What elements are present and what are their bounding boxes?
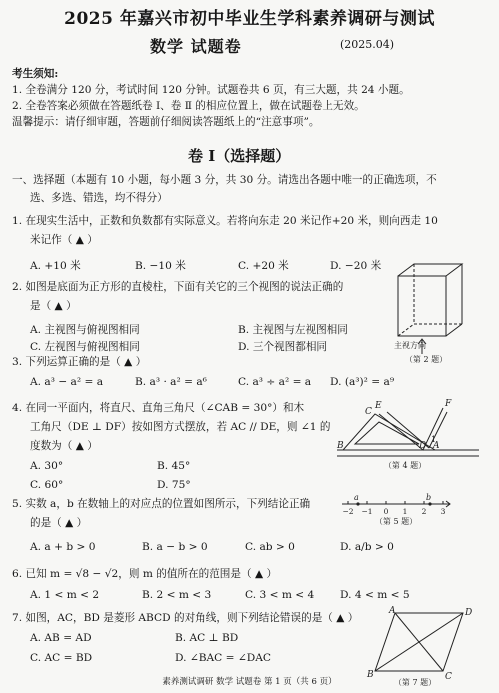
prism-top-face <box>398 264 462 276</box>
vertex-b: B <box>367 670 374 680</box>
q1-option-c: C. +20 米 <box>238 260 289 272</box>
q6-option-a: A. 1 < m < 2 <box>30 589 100 601</box>
q4-option-a: A. 30° <box>30 460 64 472</box>
label-f: F <box>445 399 452 409</box>
exam-date: (2025.04) <box>340 38 395 51</box>
q3-option-b: B. a³ · a² = a⁶ <box>135 376 207 388</box>
view-direction-label: 主视方向 <box>394 341 426 350</box>
label-b: B <box>337 441 344 451</box>
q5-option-d: D. a/b > 0 <box>340 541 394 553</box>
vertex-a: A <box>389 606 396 616</box>
label-angle-1: 1 <box>431 435 437 444</box>
q2-option-b: B. 主视图与左视图相同 <box>238 324 348 336</box>
q3-option-d: D. (a³)² = a⁹ <box>330 376 395 388</box>
q4-line-3: 度数为（ ▲ ） <box>30 440 98 452</box>
q5-option-a: A. a + b > 0 <box>30 541 96 553</box>
number-line-tick-label: −1 <box>361 507 373 516</box>
figure-q2-prism <box>388 256 478 366</box>
q7-line-1: 7. 如图，AC，BD 是菱形 ABCD 的对角线，则下列结论错误的是（ ▲ ） <box>12 612 359 624</box>
q4-line-2: 工角尺（DE ⊥ DF）按如图方式摆放，若 AC // DE，则 ∠1 的 <box>30 421 331 433</box>
notice-line-2: 2. 全卷答案必须做在答题纸卷 Ⅰ、卷 Ⅱ 的相应位置上，做在试题卷上无效。 <box>12 100 365 112</box>
figure-q4-caption: （第 4 题） <box>383 461 427 470</box>
q1-option-a: A. +10 米 <box>30 260 81 272</box>
section-intro-2: 选、多选、错选，均不得分） <box>30 192 168 204</box>
point-a-label: a <box>354 493 359 502</box>
figure-q5-number-line <box>340 490 465 525</box>
number-line-tick-label: 1 <box>402 507 408 516</box>
q2-line-2: 是（ ▲ ） <box>30 300 77 312</box>
label-d: D <box>419 441 427 451</box>
q1-option-b: B. −10 米 <box>135 260 186 272</box>
q2-option-d: D. 三个视图都相同 <box>238 341 328 353</box>
prism-hidden-edge-d <box>398 324 414 336</box>
q6-option-b: B. 2 < m < 3 <box>142 589 212 601</box>
q3-option-c: C. a³ ÷ a² = a <box>238 376 312 388</box>
figure-q5-caption: （第 5 题） <box>374 517 418 526</box>
number-line-tick-label: 2 <box>421 507 427 516</box>
figure-q4-rulers <box>335 392 485 472</box>
figure-q7-caption: （第 7 题） <box>393 678 437 687</box>
number-line-tick-label: −2 <box>342 507 354 516</box>
number-line-point <box>428 502 431 505</box>
q1-line-2: 米记作（ ▲ ） <box>30 234 98 246</box>
number-line-tick-label: 3 <box>440 507 446 516</box>
q3-option-a: A. a³ − a² = a <box>30 376 104 388</box>
q7-option-d: D. ∠BAC = ∠DAC <box>175 652 272 664</box>
q2-option-c: C. 左视图与俯视图相同 <box>30 341 140 353</box>
section-intro-1: 一、选择题（本题有 10 小题，每小题 3 分，共 30 分。请选出各题中唯一的正确选项，不 <box>12 174 437 186</box>
prism-bottom-right-edge <box>446 324 462 336</box>
q5-line-2: 的是（ ▲ ） <box>30 517 88 529</box>
q4-option-d: D. 75° <box>157 479 191 491</box>
notice-line-3: 温馨提示：请仔细审题，答题前仔细阅读答题纸上的“注意事项”。 <box>12 116 320 128</box>
notice-line-1: 1. 全卷满分 120 分，考试时间 120 分钟。试题卷共 6 页，有三大题，共 24 小题。 <box>12 84 410 96</box>
q1-option-d: D. −20 米 <box>330 260 382 272</box>
figure-q2-caption: （第 2 题） <box>404 355 448 364</box>
vertex-c: C <box>445 672 452 682</box>
vertex-d: D <box>465 608 473 618</box>
prism-front-face <box>398 276 446 336</box>
q7-option-b: B. AC ⊥ BD <box>175 632 239 644</box>
q6-option-d: D. 4 < m < 5 <box>340 589 410 601</box>
label-e: E <box>375 401 382 411</box>
q2-option-a: A. 主视图与俯视图相同 <box>30 324 140 336</box>
q7-option-c: C. AC = BD <box>30 652 93 664</box>
label-c: C <box>365 407 372 417</box>
q5-option-b: B. a − b > 0 <box>142 541 208 553</box>
exam-title: 2025 年嘉兴市初中毕业生学科素养调研与测试 <box>64 9 435 29</box>
number-line-tick-label: 0 <box>383 507 389 516</box>
q2-line-1: 2. 如图是底面为正方形的直棱柱，下面有关它的三个视图的说法正确的 <box>12 281 344 293</box>
figure-q7-rhombus <box>365 605 475 685</box>
q3-line-1: 3. 下列运算正确的是（ ▲ ） <box>12 356 147 368</box>
number-line-point <box>356 502 359 505</box>
exam-subtitle: 数学 试题卷 <box>150 37 242 56</box>
q6-option-c: C. 3 < m < 4 <box>245 589 315 601</box>
page-footer: 素养测试调研 数学 试题卷 第 1 页（共 6 页） <box>162 677 337 687</box>
q1-line-1: 1. 在现实生活中，正数和负数都有实际意义。若将向东走 20 米记作+20 米，则向西走 10 <box>12 215 438 227</box>
section-title: 卷 Ⅰ（选择题） <box>188 147 291 165</box>
q4-line-1: 4. 在同一平面内，将直尺、直角三角尺（∠CAB = 30°）和木 <box>12 402 305 414</box>
q5-option-c: C. ab > 0 <box>245 541 295 553</box>
q5-line-1: 5. 实数 a，b 在数轴上的对应点的位置如图所示，下列结论正确 <box>12 498 311 510</box>
label-a: A <box>433 441 440 451</box>
diagonal-bd <box>375 613 463 671</box>
q4-option-c: C. 60° <box>30 479 64 491</box>
q4-option-b: B. 45° <box>157 460 191 472</box>
q6-line-1: 6. 已知 m = √8 − √2，则 m 的值所在的范围是（ ▲ ） <box>12 568 278 580</box>
notice-heading: 考生须知: <box>12 68 59 80</box>
q7-option-a: A. AB = AD <box>30 632 92 644</box>
point-b-label: b <box>426 493 432 502</box>
